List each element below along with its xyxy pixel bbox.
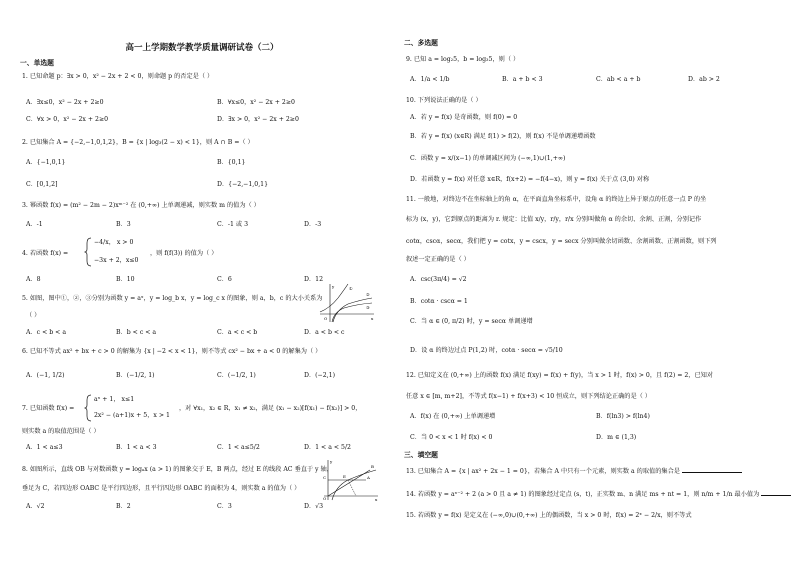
page-title: 高一上学期数学教学质量调研试卷（二）: [125, 43, 279, 53]
question-6-option-d: D．(−2,1): [304, 372, 336, 379]
question-7-option-c: C．1 < a≤5/2: [217, 444, 260, 451]
question-11-line-3: cotα，cscα，secα，我们把 y = cotx，y = cscx，y = secx 分别叫做余切函数、余割函数、正割函数，则下列: [406, 238, 717, 245]
question-12-line-2: 任意 x ∈ [m, m+2]，不等式 f(x−1) + f(x+3) < 10 恒成立，则下列结论正确的是（ ）: [406, 393, 651, 400]
figure5-x-label: x: [371, 316, 374, 321]
question-5-option-b: B．b < c < a: [116, 329, 157, 336]
brace-icon: [84, 237, 92, 267]
question-13-answer-blank[interactable]: [682, 466, 742, 473]
question-1-option-d: D．∃x > 0，x² − 2x + 2≥0: [217, 116, 299, 123]
question-10-option-d: D．若函数 y = f(x) 对任意 x∈R，f(x+2) = −f(4−x)，则 y = f(x) 关于点 (3,0) 对称: [410, 176, 650, 183]
question-11-option-b: B．cotα · cscα = 1: [410, 298, 468, 305]
question-10-option-b: B．若 y = f(x) (x∈R) 满足 f(1) > f(2)，则 f(x) 不是单调递增函数: [410, 133, 596, 140]
question-8-option-a: A．√2: [26, 503, 45, 510]
question-4-option-c: C．6: [217, 276, 232, 283]
figure8-origin: O: [323, 496, 327, 501]
figure8-point-b: B: [371, 464, 374, 469]
question-2-option-c: C．[0,1,2]: [26, 181, 58, 188]
figure8-y-label: y: [330, 459, 333, 464]
question-4-stem-a: 4. 若函数 f(x) =: [22, 250, 69, 257]
question-2-option-d: D．{−2,−1,0,1}: [217, 181, 269, 188]
question-7-option-b: B．1 < a < 3: [116, 444, 157, 451]
section-multi-choice: 二、多选题: [404, 39, 438, 47]
section-single-choice: 一、单选题: [20, 59, 54, 67]
question-4-option-d: D．12: [304, 276, 324, 283]
question-10-option-a: A．若 y = f(x) 是奇函数，则 f(0) = 0: [410, 114, 518, 121]
question-11-option-d: D．设 α 的终边过点 P(1,2) 时，cotα · secα = √5/10: [410, 347, 563, 354]
question-3-stem: 3. 幂函数 f(x) = (m² − 2m − 2)xᵐ⁻² 在 (0,+∞) 上单调递减，则实数 m 的值为（ ）: [22, 202, 260, 209]
figure5-origin: O: [324, 316, 328, 321]
question-14-text: 14. 若函数 y = aˣ⁻² + 2 (a > 0 且 a ≠ 1) 的图象经过定点 (s，t)，正实数 m、n 满足 ms + nt = 1，则 n/m + 1/n 最小值为: [406, 491, 760, 498]
question-7-option-a: A．1 < a≤3: [26, 444, 63, 451]
question-1-option-a: A．∃x≤0，x² − 2x + 2≥0: [26, 99, 104, 106]
question-12-option-d: D．m ∈ (1,3): [596, 434, 637, 441]
question-12-option-a: A．f(x) 在 (0,+∞) 上单调递增: [410, 413, 496, 420]
question-5-figure: [316, 282, 376, 324]
question-14-stem: [406, 489, 791, 498]
figure5-curve-3-label: ③: [366, 305, 370, 310]
question-12-line-1: 12. 已知定义在 (0,+∞) 上的函数 f(x) 满足 f(xy) = f(x) + f(y)，当 x > 1 时，f(x) > 0，且 f(2) = 2，已知对: [406, 372, 714, 379]
figure8-x-label: x: [375, 497, 378, 502]
question-5-option-a: A．c < b < a: [26, 329, 67, 336]
question-13-stem: [406, 466, 742, 475]
question-7-case-1: aˣ + 1， x≤1: [94, 396, 135, 403]
question-7-stem-b: ，对 ∀x₁，x₂ ∈ R，x₁ ≠ x₂，满足 (x₁ − x₂)[f(x₁) − f(x₂)] > 0，: [179, 405, 362, 412]
question-11-option-a: A．csc(3π/4) = √2: [410, 276, 467, 283]
question-7-option-d: D．1 < a < 5/2: [304, 444, 351, 451]
question-13-text: 13. 已知集合 A = {x | ax² + 2x − 1 = 0}，若集合 A 中只有一个元素，则实数 a 的取值的集合是: [406, 468, 680, 475]
question-12-option-c: C．当 0 < x < 1 时 f(x) < 0: [410, 434, 493, 441]
figure8-point-e: E: [343, 474, 346, 479]
question-4-case-1: −4/x， x > 0: [94, 239, 134, 246]
question-4-case-2: −3x + 2，x≤0: [94, 257, 139, 264]
figure8-point-c: C: [323, 475, 327, 480]
question-3-option-c: C．-1 或 3: [217, 221, 249, 228]
question-8-option-d: D．√3: [304, 503, 324, 510]
question-1-option-c: C．∀x > 0，x² − 2x + 2≥0: [26, 116, 109, 123]
question-3-option-d: D．-3: [304, 221, 322, 228]
question-5-paren: （ ）: [26, 312, 41, 319]
question-11-line-4: 叙述一定正确的是（ ）: [406, 256, 470, 263]
question-9-option-b: B．a + b < 3: [502, 76, 543, 83]
question-11-option-c: C．当 α ∈ (0, π/2) 时，y = secα 单调递增: [410, 318, 533, 325]
question-4-stem-b: ，则 f(f(3)) 的值为（ ）: [150, 250, 218, 257]
question-2-option-b: B．{0,1}: [217, 159, 246, 166]
question-12-option-b: B．f(ln3) > f(ln4): [596, 413, 650, 420]
question-11-line-1: 11. 一般地，对终边不在坐标轴上的角 α，在平面直角坐标系中，设角 α 的终边上异于原点的任意一点 P 的坐: [406, 196, 707, 203]
question-8-option-b: B．2: [116, 503, 131, 510]
question-6-option-c: C．(−1/2, 1): [217, 372, 256, 379]
question-4-option-b: B．10: [116, 276, 135, 283]
question-10-option-c: C．函数 y = x/(x−1) 的单调减区间为 (−∞,1)∪(1,+∞): [410, 155, 566, 162]
question-1-stem: 1. 已知命题 p：∃x > 0，x² − 2x + 2 < 0，则命题 p 的否定是（ ）: [22, 73, 214, 80]
question-9-option-a: A．1/a < 1/b: [410, 76, 450, 83]
question-15-stem: 15. 若函数 y = f(x) 是定义在 (−∞,0)∪(0,+∞) 上的偶函数，当 x > 0 时，f(x) = 2ˣ − 2/x，则不等式: [406, 512, 692, 519]
question-7-case-2: 2x² − (a+1)x + 5，x > 1: [94, 412, 170, 419]
figure8-point-a: A: [367, 475, 370, 480]
question-8-line-1: 8. 如图所示，直线 OB 与对数函数 y = logₐx (a > 1) 的图象交于 E，B 两点，经过 E 的线段 AC 垂直于 y 轴，: [22, 466, 333, 473]
question-6-option-a: A．(−1, 1/2): [26, 372, 65, 379]
question-10-stem: 10. 下列说法正确的是（ ）: [406, 97, 482, 104]
question-6-option-b: B．(−1/2, 1): [116, 372, 155, 379]
question-6-stem: 6. 已知不等式 ax² + bx + c > 0 的解集为 {x | −2 < x < 1}，则不等式 cx² − bx + a < 0 的解集为（ ）: [22, 348, 322, 355]
question-8-option-c: C．3: [217, 503, 232, 510]
question-9-option-c: C．ab < a + b: [596, 76, 641, 83]
question-5-option-c: C．a < c < b: [217, 329, 258, 336]
question-3-option-a: A．-1: [26, 221, 43, 228]
brace-icon: [84, 394, 92, 422]
figure5-y-label: y: [332, 284, 335, 289]
question-7-stem-a: 7. 已知函数 f(x) =: [22, 405, 75, 412]
question-1-option-b: B．∀x≤0，x² − 2x + 2≥0: [217, 99, 295, 106]
question-2-option-a: A．{−1,0,1}: [26, 159, 66, 166]
question-7-stem-c: 则实数 a 的取值范围是（ ）: [22, 428, 100, 435]
question-9-option-d: D．ab > 2: [688, 76, 720, 83]
question-11-line-2: 标为 (x，y)，它到原点的距离为 r. 规定：比值 x/y，r/y，r/x 分别叫做角 α 的余切、余割、正割，分别记作: [406, 216, 702, 223]
section-fill-in: 三、填空题: [404, 451, 438, 459]
question-3-option-b: B．3: [116, 221, 131, 228]
question-8-figure: [318, 458, 380, 502]
question-5-option-d: D．a < b < c: [304, 329, 345, 336]
question-14-answer-blank[interactable]: [761, 489, 791, 496]
question-9-stem: 9. 已知 a = log₂5，b = log₃5，则（ ）: [406, 56, 520, 63]
question-5-stem: 5. 如图，图中①，②，③分别为函数 y = aˣ，y = log_b x，y = log_c x 的图象，则 a，b，c 的大小关系为: [22, 295, 323, 302]
question-4-option-a: A．8: [26, 276, 41, 283]
figure5-curve-1-label: ①: [349, 286, 353, 291]
question-2-stem: 2. 已知集合 A = {−2,−1,0,1,2}，B = {x | log₃(2 − x) < 1}，则 A ∩ B =（ ）: [22, 139, 254, 146]
question-8-line-2: 垂足为 C，若四边形 OABC 是平行四边形，且平行四边形 OABC 的面积为 4，则实数 a 的值为（ ）: [22, 485, 301, 492]
figure5-curve-2-label: ②: [366, 292, 370, 297]
